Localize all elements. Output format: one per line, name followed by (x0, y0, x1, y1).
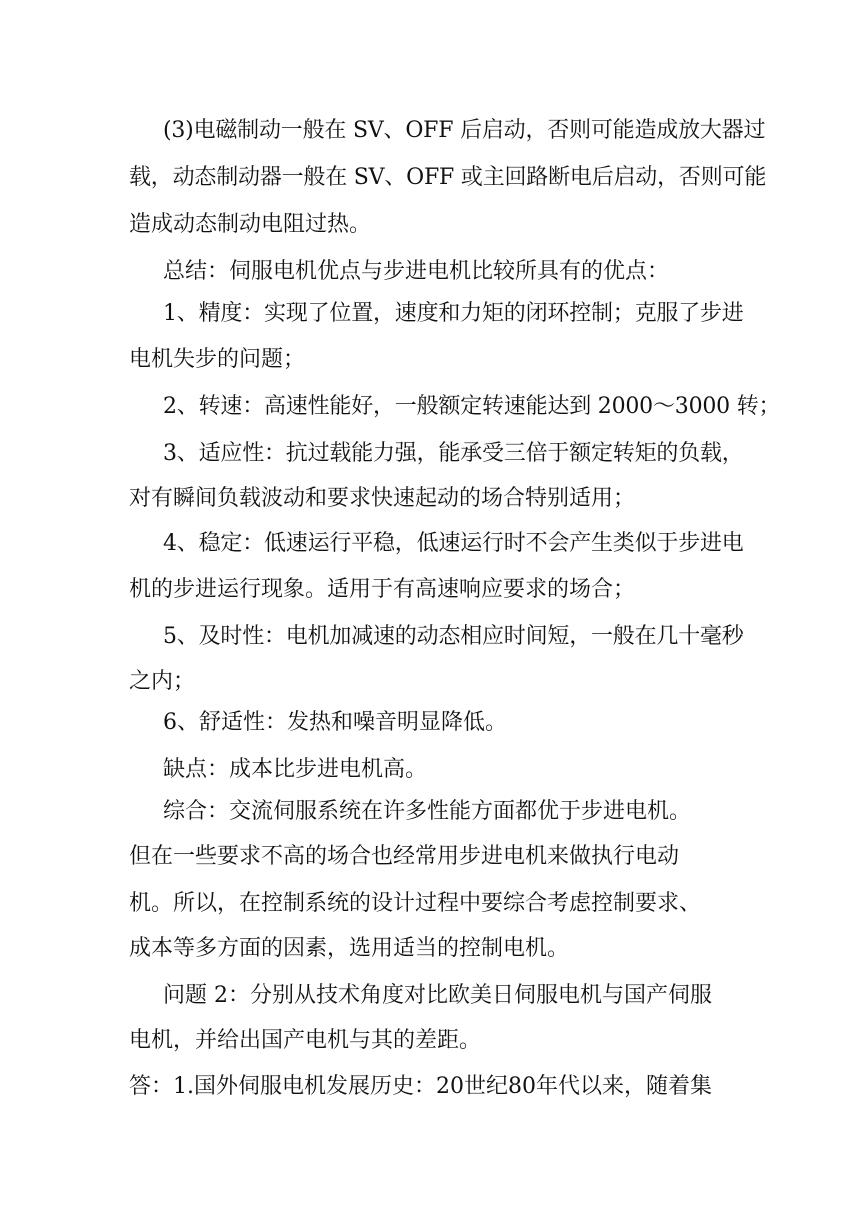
text-line: 总结：伺服电机优点与步进电机比较所具有的优点： (163, 259, 670, 284)
text-line: 载，动态制动器一般在 SV、OFF 或主回路断电后启动，否则可能 (129, 165, 767, 190)
text-line: 问题 2：分别从技术角度对比欧美日伺服电机与国产伺服 (163, 983, 712, 1008)
text-line: 机。所以，在控制系统的设计过程中要综合考虑控制要求、 (129, 891, 702, 916)
text-line: 造成动态制动电阻过热。 (129, 212, 372, 237)
text-line: 缺点：成本比步进电机高。 (163, 757, 428, 782)
text-line: 3、适应性：抗过载能力强，能承受三倍于额定转矩的负载， (163, 441, 744, 466)
text-line: 电机，并给出国产电机与其的差距。 (129, 1028, 482, 1053)
text-line: 成本等多方面的因素，选用适当的控制电机。 (129, 936, 570, 961)
text-line: 综合：交流伺服系统在许多性能方面都优于步进电机。 (163, 799, 692, 824)
text-line: 对有瞬间负载波动和要求快速起动的场合特别适用； (129, 486, 636, 511)
text-line: 4、稳定：低速运行平稳，低速运行时不会产生类似于步进电 (163, 531, 744, 556)
text-line: 答：1.国外伺服电机发展历史：20世纪80年代以来，随着集 (129, 1074, 712, 1099)
text-line: 5、及时性：电机加减速的动态相应时间短，一般在几十毫秒 (163, 624, 744, 649)
text-line: 电机失步的问题； (129, 347, 306, 372)
text-line: 但在一些要求不高的场合也经常用步进电机来做执行电动 (129, 844, 680, 869)
text-line: 6、舒适性：发热和噪音明显降低。 (163, 710, 507, 735)
text-line: 机的步进运行现象。适用于有高速响应要求的场合； (129, 577, 636, 602)
text-line: (3)电磁制动一般在 SV、OFF 后启动，否则可能造成放大器过 (163, 118, 766, 143)
text-line: 1、精度：实现了位置，速度和力矩的闭环控制；克服了步进 (163, 301, 744, 326)
text-line: 之内； (129, 669, 196, 694)
text-line: 2、转速：高速性能好，一般额定转速能达到 2000～3000 转； (163, 394, 781, 419)
